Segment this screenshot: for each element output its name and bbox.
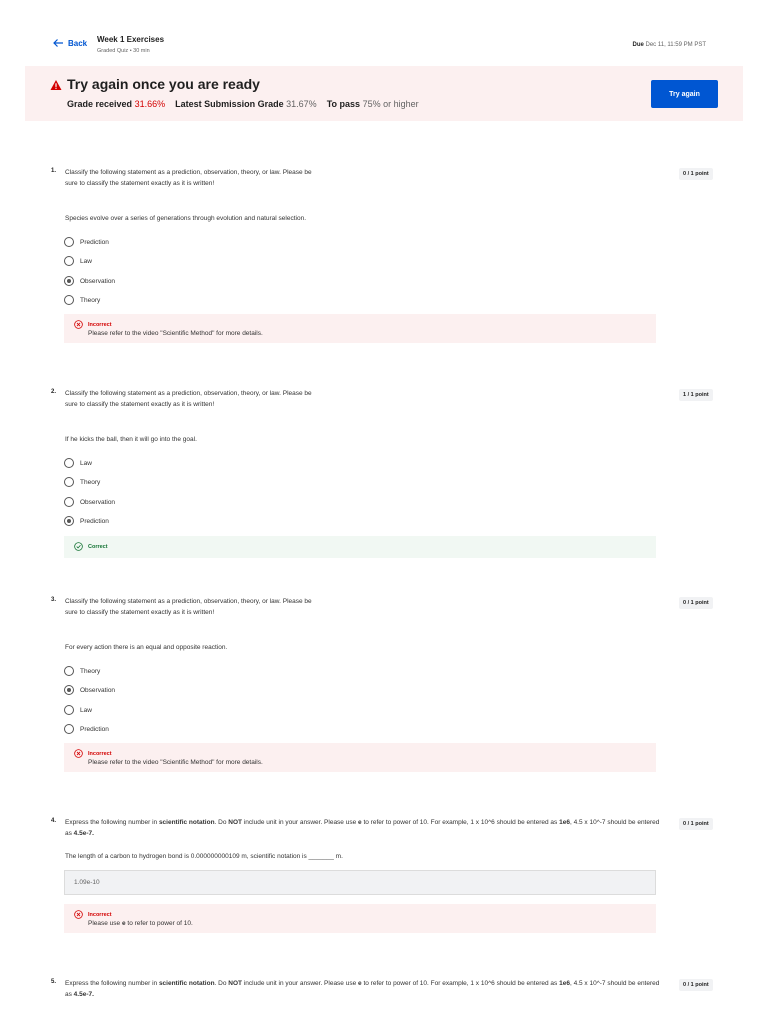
grade-value: 31.66% [134, 99, 166, 109]
question-statement: Species evolve over a series of generations through evolution and natural selection. [65, 215, 307, 222]
question-statement: For every action there is an equal and opposite reaction. [65, 644, 228, 651]
radio-button[interactable] [64, 705, 74, 715]
question-text [65, 979, 665, 1000]
feedback-correct [64, 536, 656, 558]
error-circle-icon [74, 749, 83, 758]
text-part-bold: e [121, 920, 126, 927]
feedback-header [74, 542, 646, 551]
due-date [633, 42, 707, 48]
feedback-title: Correct [88, 543, 108, 550]
text-part: to refer to power of 10. For example, 1 x 10^6 should be entered as [361, 980, 560, 987]
points-badge: 0 / 1 point [679, 818, 713, 830]
text-part: to refer to power of 10. For example, 1 x 10^6 should be entered as [361, 819, 560, 826]
feedback-message: Please refer to the video "Scientific Method" for more details. [88, 330, 263, 337]
question-text: Classify the following statement as a prediction, observation, theory, or law. Please be sure to classify the statement exactly as it is written! [65, 169, 312, 187]
feedback-message [88, 920, 646, 927]
text-part: Please use [88, 920, 122, 927]
radio-button-selected[interactable] [64, 516, 74, 526]
option-label: Law [80, 257, 92, 265]
radio-button[interactable] [64, 237, 74, 247]
option-label: Theory [80, 667, 101, 675]
text-part-bold: 4.5e-7. [73, 829, 94, 837]
radio-button[interactable] [64, 295, 74, 305]
feedback-header [74, 910, 646, 919]
radio-button-selected[interactable] [64, 685, 74, 695]
radio-button[interactable] [64, 256, 74, 266]
points-badge: 0 / 1 point [679, 597, 713, 609]
question-text: Classify the following statement as a prediction, observation, theory, or law. Please be sure to classify the statement exactly as it is written! [65, 598, 312, 616]
points-badge: 0 / 1 point [679, 979, 713, 991]
feedback-title: Incorrect [88, 911, 112, 918]
text-part-bold: scientific notation [158, 980, 215, 987]
question-number: 2. [51, 389, 57, 395]
error-circle-icon [74, 910, 83, 919]
quiz-subtitle: Graded Quiz • 30 min [97, 48, 150, 54]
option-law[interactable] [64, 458, 92, 468]
back-label: Back [68, 38, 88, 48]
due-label: Due [632, 42, 644, 48]
answer-input[interactable]: 1.09e-10 [64, 870, 656, 895]
option-theory[interactable] [64, 666, 100, 676]
text-part: , 4.5 x 10^-7 should be entered as [65, 980, 660, 998]
question-text: Classify the following statement as a prediction, observation, theory, or law. Please be sure to classify the statement exactly as it is written! [65, 390, 312, 408]
feedback-header [74, 320, 646, 329]
due-value: Dec 11, 11:59 PM PST [645, 42, 706, 48]
text-part: Express the following number in [65, 819, 159, 826]
question-number: 3. [51, 597, 57, 603]
back-button[interactable] [52, 38, 87, 48]
option-prediction[interactable] [64, 237, 109, 247]
arrow-left-icon [52, 38, 64, 48]
question-statement: The length of a carbon to hydrogen bond is 0.000000000109 m, scientific notation is _______ m. [65, 853, 343, 860]
option-label: Prediction [80, 517, 109, 525]
feedback-incorrect [64, 743, 656, 772]
option-label: Theory [80, 296, 101, 304]
question-statement: If he kicks the ball, then it will go into the goal. [65, 436, 197, 443]
option-label: Observation [80, 498, 116, 506]
radio-button[interactable] [64, 477, 74, 487]
points-badge: 1 / 1 point [679, 389, 713, 401]
option-prediction[interactable] [64, 516, 109, 526]
radio-button[interactable] [64, 724, 74, 734]
text-part-bold: 4.5e-7. [73, 990, 94, 998]
points-badge: 0 / 1 point [679, 168, 713, 180]
option-label: Law [80, 459, 92, 467]
option-observation[interactable] [64, 497, 115, 507]
feedback-message: Please refer to the video "Scientific Method" for more details. [88, 759, 263, 766]
text-part: include unit in your answer. Please use [242, 980, 359, 987]
try-again-button[interactable]: Try again [651, 80, 718, 108]
latest-grade-label: Latest Submission Grade [175, 99, 284, 109]
grade-label: Grade received [67, 99, 133, 109]
top-bar [0, 0, 768, 66]
error-circle-icon [74, 320, 83, 329]
result-banner [25, 66, 743, 121]
option-theory[interactable] [64, 477, 100, 487]
feedback-incorrect [64, 314, 656, 343]
latest-grade-value: 31.67% [286, 99, 317, 109]
radio-button-selected[interactable] [64, 276, 74, 286]
question-number: 5. [51, 979, 57, 985]
grade-summary [67, 99, 419, 109]
question-number: 1. [51, 168, 57, 174]
feedback-title: Incorrect [88, 750, 112, 757]
pass-label: To pass [326, 99, 361, 109]
option-label: Observation [80, 686, 116, 694]
banner-title: Try again once you are ready [67, 76, 260, 92]
text-part-bold: e [358, 819, 362, 826]
text-part: to refer to power of 10. [125, 920, 193, 927]
option-label: Theory [80, 478, 101, 486]
text-part-bold: scientific notation [158, 819, 215, 826]
option-label: Law [80, 706, 92, 714]
radio-button[interactable] [64, 497, 74, 507]
feedback-incorrect [64, 904, 656, 933]
option-observation[interactable] [64, 276, 115, 286]
warning-icon [50, 79, 62, 91]
feedback-header [74, 749, 646, 758]
text-part-bold: 1e6 [559, 819, 570, 826]
text-part-bold: e [358, 980, 362, 987]
question-number: 4. [51, 818, 57, 824]
text-part: Express the following number in [65, 980, 159, 987]
radio-button[interactable] [64, 458, 74, 468]
text-part: . Do [214, 819, 229, 826]
option-label: Prediction [80, 238, 109, 246]
option-label: Observation [80, 277, 116, 285]
radio-button[interactable] [64, 666, 74, 676]
option-law[interactable] [64, 705, 92, 715]
text-part: include unit in your answer. Please use [242, 819, 359, 826]
option-observation[interactable] [64, 685, 115, 695]
option-theory[interactable] [64, 295, 100, 305]
text-part: . Do [214, 980, 229, 987]
check-circle-icon [74, 542, 83, 551]
text-part-bold: NOT [228, 980, 243, 987]
question-text [65, 818, 665, 839]
option-label: Prediction [80, 725, 109, 733]
text-part-bold: 1e6 [559, 980, 570, 987]
quiz-title: Week 1 Exercises [97, 35, 165, 44]
pass-value: 75% or higher [362, 99, 419, 109]
text-part-bold: NOT [228, 819, 243, 826]
option-prediction[interactable] [64, 724, 109, 734]
text-part: , 4.5 x 10^-7 should be entered as [65, 819, 660, 837]
feedback-title: Incorrect [88, 321, 112, 328]
option-law[interactable] [64, 256, 92, 266]
